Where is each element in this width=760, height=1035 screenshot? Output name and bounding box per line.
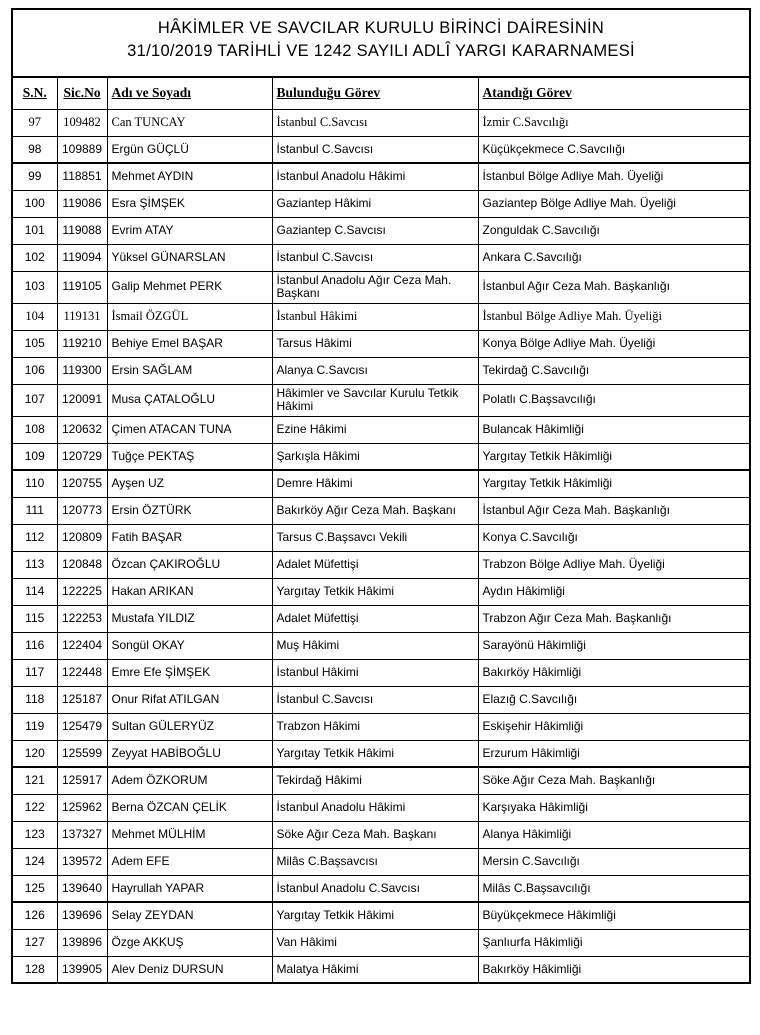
cell-name: Hakan ARIKAN xyxy=(107,578,272,605)
cell-sn: 119 xyxy=(12,713,57,740)
table-row xyxy=(12,659,750,686)
table-row xyxy=(12,330,750,357)
cell-sn: 126 xyxy=(12,902,57,929)
cell-sn: 121 xyxy=(12,767,57,794)
cell-sn: 105 xyxy=(12,330,57,357)
cell-assigned-post: İzmir C.Savcılığı xyxy=(478,109,750,136)
cell-name: Çimen ATACAN TUNA xyxy=(107,416,272,443)
cell-name: Özge AKKUŞ xyxy=(107,929,272,956)
cell-sicil: 139640 xyxy=(57,875,107,902)
cell-current-post: İstanbul C.Savcısı xyxy=(272,109,478,136)
column-header-row xyxy=(12,77,750,109)
cell-current-post: Adalet Müfettişi xyxy=(272,605,478,632)
cell-name: Ersin SAĞLAM xyxy=(107,357,272,384)
column-header-assigned-post: Atandığı Görev xyxy=(478,77,750,109)
cell-assigned-post: İstanbul Bölge Adliye Mah. Üyeliği xyxy=(478,163,750,190)
table-row xyxy=(12,443,750,470)
cell-name: Adem EFE xyxy=(107,848,272,875)
cell-sicil: 122225 xyxy=(57,578,107,605)
cell-name: Mustafa YILDIZ xyxy=(107,605,272,632)
cell-assigned-post: Yargıtay Tetkik Hâkimliği xyxy=(478,443,750,470)
cell-sicil: 122448 xyxy=(57,659,107,686)
cell-sicil: 139572 xyxy=(57,848,107,875)
cell-assigned-post: İstanbul Ağır Ceza Mah. Başkanlığı xyxy=(478,497,750,524)
cell-sn: 108 xyxy=(12,416,57,443)
cell-sicil: 125479 xyxy=(57,713,107,740)
cell-assigned-post: Milâs C.Başsavcılığı xyxy=(478,875,750,902)
cell-current-post: Demre Hâkimi xyxy=(272,470,478,497)
cell-sicil: 139896 xyxy=(57,929,107,956)
table-row xyxy=(12,578,750,605)
cell-current-post: İstanbul Anadolu Ağır Ceza Mah. Başkanı xyxy=(272,271,478,303)
cell-sn: 98 xyxy=(12,136,57,163)
cell-sn: 115 xyxy=(12,605,57,632)
cell-current-post: İstanbul Hâkimi xyxy=(272,659,478,686)
cell-current-post: Trabzon Hâkimi xyxy=(272,713,478,740)
cell-name: Evrim ATAY xyxy=(107,217,272,244)
cell-sn: 123 xyxy=(12,821,57,848)
cell-sn: 109 xyxy=(12,443,57,470)
cell-sn: 112 xyxy=(12,524,57,551)
cell-name: Ersin ÖZTÜRK xyxy=(107,497,272,524)
cell-assigned-post: Eskişehir Hâkimliği xyxy=(478,713,750,740)
cell-sicil: 120632 xyxy=(57,416,107,443)
cell-sn: 117 xyxy=(12,659,57,686)
table-row xyxy=(12,384,750,416)
cell-sicil: 119131 xyxy=(57,303,107,330)
cell-sicil: 118851 xyxy=(57,163,107,190)
cell-sn: 122 xyxy=(12,794,57,821)
title-row xyxy=(12,9,750,77)
table-row xyxy=(12,929,750,956)
table-row xyxy=(12,217,750,244)
cell-current-post: Bakırköy Ağır Ceza Mah. Başkanı xyxy=(272,497,478,524)
table-row xyxy=(12,163,750,190)
table-row xyxy=(12,821,750,848)
cell-assigned-post: İstanbul Ağır Ceza Mah. Başkanlığı xyxy=(478,271,750,303)
column-header-sicil: Sic.No xyxy=(57,77,107,109)
cell-sicil: 120773 xyxy=(57,497,107,524)
cell-sicil: 120848 xyxy=(57,551,107,578)
cell-current-post: Alanya C.Savcısı xyxy=(272,357,478,384)
cell-sicil: 137327 xyxy=(57,821,107,848)
cell-name: Tuğçe PEKTAŞ xyxy=(107,443,272,470)
cell-assigned-post: Karşıyaka Hâkimliği xyxy=(478,794,750,821)
cell-assigned-post: Trabzon Ağır Ceza Mah. Başkanlığı xyxy=(478,605,750,632)
table-row xyxy=(12,686,750,713)
cell-sn: 103 xyxy=(12,271,57,303)
cell-assigned-post: Alanya Hâkimliği xyxy=(478,821,750,848)
cell-current-post: İstanbul Anadolu Hâkimi xyxy=(272,794,478,821)
table-row xyxy=(12,794,750,821)
table-row xyxy=(12,605,750,632)
cell-assigned-post: Tekirdağ C.Savcılığı xyxy=(478,357,750,384)
cell-sn: 124 xyxy=(12,848,57,875)
cell-current-post: Ezine Hâkimi xyxy=(272,416,478,443)
cell-assigned-post: Aydın Hâkimliği xyxy=(478,578,750,605)
table-row xyxy=(12,357,750,384)
cell-sicil: 125917 xyxy=(57,767,107,794)
cell-current-post: Yargıtay Tetkik Hâkimi xyxy=(272,578,478,605)
cell-current-post: Van Hâkimi xyxy=(272,929,478,956)
table-body xyxy=(12,109,750,983)
cell-sn: 97 xyxy=(12,109,57,136)
cell-name: Sultan GÜLERYÜZ xyxy=(107,713,272,740)
cell-sn: 104 xyxy=(12,303,57,330)
cell-current-post: Hâkimler ve Savcılar Kurulu Tetkik Hâkimi xyxy=(272,384,478,416)
cell-sicil: 122253 xyxy=(57,605,107,632)
cell-sn: 127 xyxy=(12,929,57,956)
cell-name: Mehmet MÜLHİM xyxy=(107,821,272,848)
cell-sn: 106 xyxy=(12,357,57,384)
cell-sn: 114 xyxy=(12,578,57,605)
cell-sicil: 119210 xyxy=(57,330,107,357)
cell-name: Songül OKAY xyxy=(107,632,272,659)
cell-sicil: 119105 xyxy=(57,271,107,303)
cell-current-post: Malatya Hâkimi xyxy=(272,956,478,983)
cell-sicil: 120755 xyxy=(57,470,107,497)
cell-sn: 102 xyxy=(12,244,57,271)
cell-sn: 107 xyxy=(12,384,57,416)
cell-sn: 100 xyxy=(12,190,57,217)
cell-assigned-post: Elazığ C.Savcılığı xyxy=(478,686,750,713)
cell-sicil: 119094 xyxy=(57,244,107,271)
column-header-name: Adı ve Soyadı xyxy=(107,77,272,109)
cell-name: Berna ÖZCAN ÇELİK xyxy=(107,794,272,821)
title-line-1: HÂKİMLER VE SAVCILAR KURULU BİRİNCİ DAİRESİNİN xyxy=(157,19,605,37)
cell-name: Mehmet AYDIN xyxy=(107,163,272,190)
cell-name: Ayşen UZ xyxy=(107,470,272,497)
cell-current-post: Yargıtay Tetkik Hâkimi xyxy=(272,740,478,767)
cell-name: Zeyyat HABİBOĞLU xyxy=(107,740,272,767)
table-row xyxy=(12,875,750,902)
cell-current-post: Tekirdağ Hâkimi xyxy=(272,767,478,794)
cell-current-post: İstanbul C.Savcısı xyxy=(272,136,478,163)
table-row xyxy=(12,632,750,659)
cell-sicil: 125599 xyxy=(57,740,107,767)
cell-sn: 110 xyxy=(12,470,57,497)
cell-assigned-post: Polatlı C.Başsavcılığı xyxy=(478,384,750,416)
cell-assigned-post: Bulancak Hâkimliği xyxy=(478,416,750,443)
cell-name: Fatih BAŞAR xyxy=(107,524,272,551)
cell-current-post: Gaziantep C.Savcısı xyxy=(272,217,478,244)
cell-assigned-post: Sarayönü Hâkimliği xyxy=(478,632,750,659)
table-row xyxy=(12,497,750,524)
cell-sn: 120 xyxy=(12,740,57,767)
cell-current-post: İstanbul C.Savcısı xyxy=(272,686,478,713)
table-row xyxy=(12,524,750,551)
cell-current-post: Söke Ağır Ceza Mah. Başkanı xyxy=(272,821,478,848)
cell-assigned-post: Büyükçekmece Hâkimliği xyxy=(478,902,750,929)
cell-sicil: 122404 xyxy=(57,632,107,659)
cell-assigned-post: Erzurum Hâkimliği xyxy=(478,740,750,767)
cell-sn: 101 xyxy=(12,217,57,244)
cell-sicil: 120809 xyxy=(57,524,107,551)
cell-current-post: İstanbul Anadolu Hâkimi xyxy=(272,163,478,190)
cell-sn: 99 xyxy=(12,163,57,190)
cell-assigned-post: Zonguldak C.Savcılığı xyxy=(478,217,750,244)
cell-name: Ergün GÜÇLÜ xyxy=(107,136,272,163)
cell-name: Hayrullah YAPAR xyxy=(107,875,272,902)
table-row xyxy=(12,244,750,271)
table-row xyxy=(12,136,750,163)
cell-current-post: Milâs C.Başsavcısı xyxy=(272,848,478,875)
cell-assigned-post: Konya Bölge Adliye Mah. Üyeliği xyxy=(478,330,750,357)
column-header-current-post: Bulunduğu Görev xyxy=(272,77,478,109)
cell-sicil: 120091 xyxy=(57,384,107,416)
cell-assigned-post: Trabzon Bölge Adliye Mah. Üyeliği xyxy=(478,551,750,578)
cell-current-post: Tarsus Hâkimi xyxy=(272,330,478,357)
cell-sn: 113 xyxy=(12,551,57,578)
cell-current-post: İstanbul Anadolu C.Savcısı xyxy=(272,875,478,902)
table-row xyxy=(12,551,750,578)
cell-assigned-post: İstanbul Bölge Adliye Mah. Üyeliği xyxy=(478,303,750,330)
cell-sicil: 125962 xyxy=(57,794,107,821)
cell-current-post: İstanbul C.Savcısı xyxy=(272,244,478,271)
cell-assigned-post: Gaziantep Bölge Adliye Mah. Üyeliği xyxy=(478,190,750,217)
cell-sicil: 120729 xyxy=(57,443,107,470)
cell-sicil: 119300 xyxy=(57,357,107,384)
table-row xyxy=(12,956,750,983)
table-row xyxy=(12,271,750,303)
cell-current-post: Tarsus C.Başsavcı Vekili xyxy=(272,524,478,551)
table-row xyxy=(12,848,750,875)
cell-name: Can TUNCAY xyxy=(107,109,272,136)
cell-current-post: Gaziantep Hâkimi xyxy=(272,190,478,217)
cell-assigned-post: Şanlıurfa Hâkimliği xyxy=(478,929,750,956)
cell-current-post: Adalet Müfettişi xyxy=(272,551,478,578)
cell-assigned-post: Ankara C.Savcılığı xyxy=(478,244,750,271)
cell-assigned-post: Söke Ağır Ceza Mah. Başkanlığı xyxy=(478,767,750,794)
cell-sn: 125 xyxy=(12,875,57,902)
title-line-2: 31/10/2019 TARİHLİ VE 1242 SAYILI ADLÎ YARGI KARARNAMESİ xyxy=(127,42,635,60)
document-title xyxy=(12,9,750,77)
cell-assigned-post: Konya C.Savcılığı xyxy=(478,524,750,551)
cell-sicil: 109889 xyxy=(57,136,107,163)
cell-name: Behiye Emel BAŞAR xyxy=(107,330,272,357)
cell-current-post: Yargıtay Tetkik Hâkimi xyxy=(272,902,478,929)
table-row xyxy=(12,470,750,497)
decree-table xyxy=(11,8,751,984)
cell-name: Alev Deniz DURSUN xyxy=(107,956,272,983)
cell-name: İsmail ÖZGÜL xyxy=(107,303,272,330)
cell-sicil: 109482 xyxy=(57,109,107,136)
cell-assigned-post: Mersin C.Savcılığı xyxy=(478,848,750,875)
cell-sn: 116 xyxy=(12,632,57,659)
cell-name: Adem ÖZKORUM xyxy=(107,767,272,794)
column-header-sn: S.N. xyxy=(12,77,57,109)
cell-name: Selay ZEYDAN xyxy=(107,902,272,929)
cell-current-post: Şarkışla Hâkimi xyxy=(272,443,478,470)
table-row xyxy=(12,713,750,740)
table-row xyxy=(12,109,750,136)
cell-assigned-post: Bakırköy Hâkimliği xyxy=(478,956,750,983)
cell-sn: 111 xyxy=(12,497,57,524)
table-row xyxy=(12,416,750,443)
table-row xyxy=(12,303,750,330)
cell-current-post: İstanbul Hâkimi xyxy=(272,303,478,330)
cell-name: Esra ŞİMŞEK xyxy=(107,190,272,217)
table-row xyxy=(12,740,750,767)
table-row xyxy=(12,190,750,217)
cell-sicil: 119088 xyxy=(57,217,107,244)
cell-name: Musa ÇATALOĞLU xyxy=(107,384,272,416)
cell-sn: 118 xyxy=(12,686,57,713)
table-row xyxy=(12,902,750,929)
cell-name: Galip Mehmet PERK xyxy=(107,271,272,303)
cell-sn: 128 xyxy=(12,956,57,983)
cell-name: Yüksel GÜNARSLAN xyxy=(107,244,272,271)
cell-assigned-post: Yargıtay Tetkik Hâkimliği xyxy=(478,470,750,497)
cell-name: Özcan ÇAKIROĞLU xyxy=(107,551,272,578)
table-row xyxy=(12,767,750,794)
cell-sicil: 139696 xyxy=(57,902,107,929)
cell-name: Onur Rifat ATILGAN xyxy=(107,686,272,713)
cell-name: Emre Efe ŞİMŞEK xyxy=(107,659,272,686)
cell-assigned-post: Küçükçekmece C.Savcılığı xyxy=(478,136,750,163)
cell-sicil: 125187 xyxy=(57,686,107,713)
cell-assigned-post: Bakırköy Hâkimliği xyxy=(478,659,750,686)
cell-current-post: Muş Hâkimi xyxy=(272,632,478,659)
cell-sicil: 119086 xyxy=(57,190,107,217)
cell-sicil: 139905 xyxy=(57,956,107,983)
